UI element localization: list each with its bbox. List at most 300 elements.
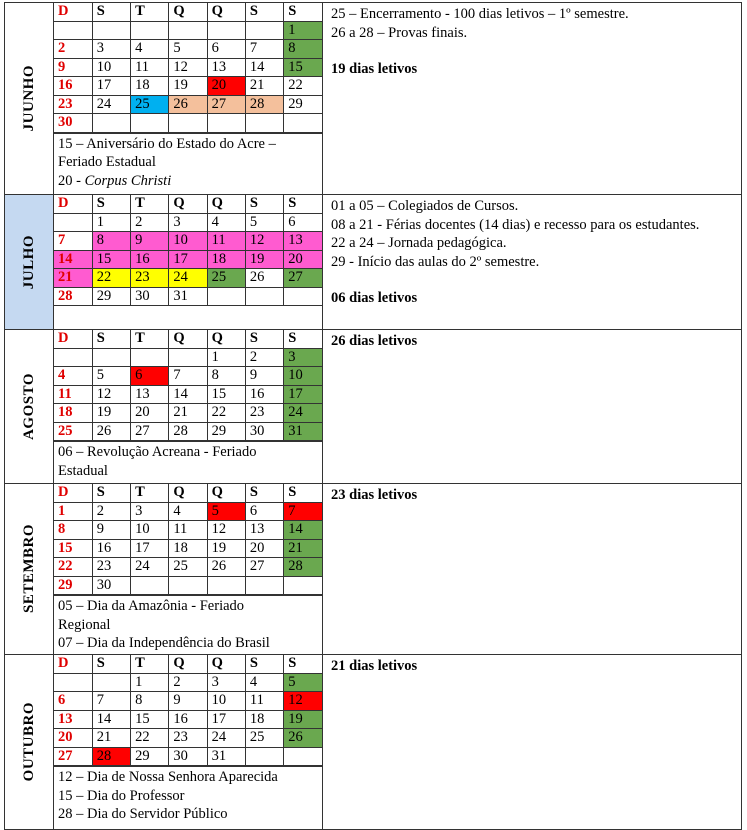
event-line: 29 - Início das aulas do 2º semestre.	[331, 253, 540, 270]
day-cell: 2	[92, 502, 130, 521]
week-row	[54, 502, 322, 521]
weekday-header-row	[54, 3, 322, 21]
day-cell	[131, 348, 169, 367]
day-cell: 20	[245, 539, 283, 558]
day-cell: 2	[54, 40, 92, 59]
weekday-header: S	[245, 195, 283, 213]
day-cell	[207, 287, 245, 306]
day-cell: 27	[245, 558, 283, 577]
day-cell: 1	[207, 348, 245, 367]
day-cell: 17	[207, 710, 245, 729]
month-label	[5, 195, 54, 329]
day-cell	[207, 114, 245, 133]
day-cell: 11	[54, 385, 92, 404]
day-cell: 29	[54, 576, 92, 595]
day-cell: 26	[284, 729, 322, 748]
day-cell: 16	[54, 77, 92, 96]
spacer	[331, 42, 733, 60]
day-cell: 20	[284, 250, 322, 269]
day-cell: 25	[131, 95, 169, 114]
day-cell: 31	[207, 747, 245, 766]
weekday-header: Q	[169, 195, 207, 213]
month-block	[4, 654, 742, 830]
week-row	[54, 250, 322, 269]
day-cell: 11	[245, 692, 283, 711]
day-cell: 13	[245, 521, 283, 540]
day-cell: 3	[131, 502, 169, 521]
event-line: 19 dias letivos	[331, 61, 418, 77]
month-events	[323, 484, 741, 654]
weekday-header: Q	[169, 3, 207, 21]
day-cell: 29	[284, 95, 322, 114]
day-cell: 8	[207, 367, 245, 386]
holiday-note: 06 – Revolução Acreana - Feriado	[58, 444, 257, 460]
day-cell: 23	[245, 404, 283, 423]
weekday-header: S	[92, 484, 130, 502]
day-cell: 14	[169, 385, 207, 404]
day-cell: 10	[131, 521, 169, 540]
day-cell: 9	[54, 58, 92, 77]
day-cell: 28	[284, 558, 322, 577]
day-cell: 8	[131, 692, 169, 711]
spacer	[331, 271, 733, 289]
day-cell: 23	[92, 558, 130, 577]
week-row	[54, 576, 322, 595]
day-cell	[54, 213, 92, 232]
day-cell: 29	[92, 287, 130, 306]
day-cell	[92, 673, 130, 692]
day-cell: 18	[54, 404, 92, 423]
day-cell	[245, 287, 283, 306]
weekday-header-row	[54, 655, 322, 673]
day-cell	[245, 576, 283, 595]
day-cell	[284, 287, 322, 306]
day-cell: 14	[54, 250, 92, 269]
month-name: JUUNHO	[20, 65, 37, 132]
day-cell: 9	[131, 232, 169, 251]
day-cell: 21	[54, 269, 92, 288]
day-cell: 9	[245, 367, 283, 386]
weekday-header: T	[131, 484, 169, 502]
month-name: AGOSTO	[20, 373, 37, 440]
day-cell: 7	[92, 692, 130, 711]
day-cell: 5	[245, 213, 283, 232]
day-cell: 1	[284, 21, 322, 40]
day-cell	[207, 576, 245, 595]
day-cell: 19	[284, 710, 322, 729]
week-row	[54, 114, 322, 133]
day-cell: 18	[245, 710, 283, 729]
day-cell: 3	[284, 348, 322, 367]
day-cell: 13	[131, 385, 169, 404]
day-cell: 29	[207, 422, 245, 441]
month-calendar	[54, 484, 323, 654]
day-cell: 18	[207, 250, 245, 269]
day-cell: 20	[131, 404, 169, 423]
holiday-notes	[54, 133, 322, 191]
week-row	[54, 287, 322, 306]
day-cell: 1	[92, 213, 130, 232]
holiday-note: Feriado Estadual	[58, 154, 156, 170]
day-cell: 24	[284, 404, 322, 423]
day-cell: 15	[207, 385, 245, 404]
month-events	[323, 655, 741, 829]
day-cell: 4	[131, 40, 169, 59]
day-cell: 16	[131, 250, 169, 269]
day-cell: 21	[284, 539, 322, 558]
week-row	[54, 269, 322, 288]
day-cell: 13	[207, 58, 245, 77]
weekday-header: D	[54, 195, 92, 213]
holiday-notes	[54, 766, 322, 824]
day-cell: 6	[207, 40, 245, 59]
month-label	[5, 655, 54, 829]
weekday-header-row	[54, 330, 322, 348]
day-cell	[284, 114, 322, 133]
day-cell: 17	[169, 250, 207, 269]
weekday-header: S	[245, 484, 283, 502]
day-cell	[131, 114, 169, 133]
month-events	[323, 3, 741, 194]
weekday-header: D	[54, 655, 92, 673]
day-cell: 21	[169, 404, 207, 423]
week-row	[54, 422, 322, 441]
holiday-note: 28 – Dia do Servidor Público	[58, 806, 228, 822]
day-cell: 27	[284, 269, 322, 288]
event-line: 25 – Encerramento - 100 dias letivos – 1º semestre.	[331, 6, 629, 22]
day-cell	[284, 747, 322, 766]
day-cell: 11	[131, 58, 169, 77]
day-cell	[92, 21, 130, 40]
weekday-header: S	[284, 330, 322, 348]
holiday-note: Regional	[58, 616, 111, 633]
day-cell: 15	[92, 250, 130, 269]
month-events	[323, 330, 741, 483]
day-cell: 24	[92, 95, 130, 114]
day-cell: 4	[245, 673, 283, 692]
day-cell: 5	[169, 40, 207, 59]
day-cell: 31	[284, 422, 322, 441]
week-row	[54, 729, 322, 748]
day-cell: 30	[92, 576, 130, 595]
month-calendar	[54, 3, 323, 194]
holiday-note: 07 – Dia da Independência do Brasil	[58, 635, 270, 651]
calendar-grid	[54, 195, 322, 306]
day-cell: 28	[92, 747, 130, 766]
day-cell: 11	[207, 232, 245, 251]
weekday-header: S	[92, 195, 130, 213]
week-row	[54, 558, 322, 577]
weekday-header: Q	[207, 655, 245, 673]
holiday-note: 15 – Aniversário do Estado do Acre –	[58, 135, 276, 152]
day-cell: 1	[54, 502, 92, 521]
month-block	[4, 2, 742, 194]
day-cell: 25	[245, 729, 283, 748]
calendar-grid	[54, 655, 322, 766]
day-cell: 16	[245, 385, 283, 404]
holiday-note: 12 – Dia de Nossa Senhora Aparecida	[58, 769, 278, 785]
holiday-note: 20 - Corpus Christi	[58, 172, 172, 189]
day-cell: 8	[92, 232, 130, 251]
day-cell: 24	[169, 269, 207, 288]
day-cell: 4	[54, 367, 92, 386]
day-cell: 30	[131, 287, 169, 306]
day-cell: 4	[169, 502, 207, 521]
day-cell	[54, 348, 92, 367]
day-cell: 15	[284, 58, 322, 77]
day-cell: 22	[284, 77, 322, 96]
day-cell: 22	[207, 404, 245, 423]
day-cell: 27	[54, 747, 92, 766]
month-name: JULHO	[20, 234, 37, 290]
day-cell: 19	[245, 250, 283, 269]
weekday-header: Q	[169, 484, 207, 502]
weekday-header: Q	[207, 3, 245, 21]
weekday-header: S	[92, 655, 130, 673]
month-block	[4, 329, 742, 483]
day-cell: 18	[169, 539, 207, 558]
day-cell	[131, 576, 169, 595]
day-cell: 10	[284, 367, 322, 386]
day-cell: 15	[54, 539, 92, 558]
day-cell: 6	[245, 502, 283, 521]
weekday-header: S	[245, 655, 283, 673]
event-line: 26 dias letivos	[331, 333, 418, 349]
day-cell: 5	[92, 367, 130, 386]
week-row	[54, 213, 322, 232]
weekday-header: S	[92, 3, 130, 21]
day-cell: 21	[92, 729, 130, 748]
week-row	[54, 673, 322, 692]
day-cell: 3	[169, 213, 207, 232]
event-line: 26 a 28 – Provas finais.	[331, 24, 468, 41]
day-cell	[92, 114, 130, 133]
week-row	[54, 77, 322, 96]
day-cell: 24	[207, 729, 245, 748]
day-cell	[207, 21, 245, 40]
day-cell: 26	[169, 95, 207, 114]
day-cell	[169, 348, 207, 367]
day-cell: 14	[284, 521, 322, 540]
day-cell: 22	[92, 269, 130, 288]
day-cell: 27	[207, 95, 245, 114]
weekday-header: T	[131, 3, 169, 21]
event-line: 06 dias letivos	[331, 290, 418, 306]
day-cell: 28	[54, 287, 92, 306]
day-cell	[92, 348, 130, 367]
day-cell: 7	[284, 502, 322, 521]
day-cell: 23	[169, 729, 207, 748]
month-events	[323, 195, 741, 329]
day-cell: 10	[207, 692, 245, 711]
day-cell: 12	[92, 385, 130, 404]
day-cell: 1	[131, 673, 169, 692]
day-cell: 22	[54, 558, 92, 577]
weekday-header: D	[54, 484, 92, 502]
day-cell: 25	[54, 422, 92, 441]
day-cell: 6	[284, 213, 322, 232]
holiday-note: Estadual	[58, 462, 108, 479]
weekday-header: Q	[169, 655, 207, 673]
day-cell	[245, 21, 283, 40]
day-cell: 2	[169, 673, 207, 692]
calendar-grid	[54, 484, 322, 595]
day-cell: 10	[92, 58, 130, 77]
weekday-header: Q	[207, 195, 245, 213]
month-block	[4, 194, 742, 329]
day-cell: 2	[131, 213, 169, 232]
calendar-grid	[54, 330, 322, 441]
day-cell: 28	[245, 95, 283, 114]
day-cell	[54, 21, 92, 40]
week-row	[54, 539, 322, 558]
day-cell	[169, 114, 207, 133]
weekday-header: S	[284, 484, 322, 502]
event-line: 21 dias letivos	[331, 658, 418, 674]
day-cell: 15	[131, 710, 169, 729]
event-line: 08 a 21 - Férias docentes (14 dias) e recesso para os estudantes.	[331, 216, 700, 233]
month-name: OUTUBRO	[20, 702, 37, 782]
day-cell	[169, 21, 207, 40]
day-cell: 8	[54, 521, 92, 540]
event-line: 01 a 05 – Colegiados de Cursos.	[331, 198, 519, 214]
weekday-header: D	[54, 330, 92, 348]
day-cell	[54, 673, 92, 692]
month-block	[4, 483, 742, 654]
month-label	[5, 3, 54, 194]
month-name: SETEMBRO	[20, 524, 37, 614]
week-row	[54, 40, 322, 59]
week-row	[54, 58, 322, 77]
holiday-notes	[54, 441, 322, 480]
day-cell: 9	[169, 692, 207, 711]
week-row	[54, 348, 322, 367]
month-label	[5, 484, 54, 654]
day-cell: 7	[245, 40, 283, 59]
day-cell	[284, 576, 322, 595]
weekday-header: Q	[207, 330, 245, 348]
day-cell: 12	[284, 692, 322, 711]
day-cell: 27	[131, 422, 169, 441]
week-row	[54, 521, 322, 540]
day-cell: 26	[92, 422, 130, 441]
event-line: 22 a 24 – Jornada pedagógica.	[331, 235, 507, 251]
academic-calendar	[4, 2, 742, 830]
day-cell: 30	[169, 747, 207, 766]
day-cell: 17	[284, 385, 322, 404]
day-cell: 3	[92, 40, 130, 59]
day-cell: 8	[284, 40, 322, 59]
day-cell: 25	[207, 269, 245, 288]
day-cell: 5	[284, 673, 322, 692]
holiday-note-italic: Corpus Christi	[84, 172, 172, 189]
day-cell: 30	[245, 422, 283, 441]
day-cell: 20	[54, 729, 92, 748]
day-cell: 7	[169, 367, 207, 386]
weekday-header: Q	[169, 330, 207, 348]
week-row	[54, 747, 322, 766]
day-cell: 5	[207, 502, 245, 521]
week-row	[54, 404, 322, 423]
day-cell: 19	[169, 77, 207, 96]
day-cell: 12	[207, 521, 245, 540]
weekday-header: Q	[207, 484, 245, 502]
day-cell: 14	[245, 58, 283, 77]
event-line: 23 dias letivos	[331, 487, 418, 503]
day-cell: 22	[131, 729, 169, 748]
day-cell: 23	[131, 269, 169, 288]
day-cell: 14	[92, 710, 130, 729]
weekday-header: T	[131, 195, 169, 213]
week-row	[54, 95, 322, 114]
day-cell: 7	[54, 232, 92, 251]
day-cell	[131, 21, 169, 40]
day-cell: 21	[245, 77, 283, 96]
day-cell: 18	[131, 77, 169, 96]
week-row	[54, 385, 322, 404]
weekday-header: S	[284, 3, 322, 21]
day-cell: 16	[169, 710, 207, 729]
day-cell: 20	[207, 77, 245, 96]
day-cell: 17	[92, 77, 130, 96]
week-row	[54, 710, 322, 729]
weekday-header: S	[284, 655, 322, 673]
day-cell: 17	[131, 539, 169, 558]
day-cell: 26	[207, 558, 245, 577]
weekday-header: S	[245, 3, 283, 21]
day-cell: 13	[284, 232, 322, 251]
month-calendar	[54, 330, 323, 483]
day-cell: 6	[54, 692, 92, 711]
weekday-header: S	[92, 330, 130, 348]
day-cell: 19	[92, 404, 130, 423]
day-cell: 30	[54, 114, 92, 133]
week-row	[54, 21, 322, 40]
month-calendar	[54, 655, 323, 829]
day-cell: 19	[207, 539, 245, 558]
day-cell: 23	[54, 95, 92, 114]
day-cell: 28	[169, 422, 207, 441]
holiday-notes	[54, 595, 322, 653]
weekday-header-row	[54, 195, 322, 213]
day-cell: 10	[169, 232, 207, 251]
day-cell: 26	[245, 269, 283, 288]
day-cell: 3	[207, 673, 245, 692]
weekday-header-row	[54, 484, 322, 502]
day-cell: 31	[169, 287, 207, 306]
day-cell: 11	[169, 521, 207, 540]
weekday-header: S	[245, 330, 283, 348]
month-label	[5, 330, 54, 483]
day-cell: 9	[92, 521, 130, 540]
week-row	[54, 367, 322, 386]
day-cell	[169, 576, 207, 595]
weekday-header: S	[284, 195, 322, 213]
day-cell: 12	[245, 232, 283, 251]
day-cell: 4	[207, 213, 245, 232]
weekday-header: D	[54, 3, 92, 21]
day-cell: 12	[169, 58, 207, 77]
calendar-grid	[54, 3, 322, 133]
week-row	[54, 232, 322, 251]
week-row	[54, 692, 322, 711]
day-cell: 2	[245, 348, 283, 367]
month-calendar	[54, 195, 323, 329]
weekday-header: T	[131, 330, 169, 348]
day-cell	[245, 747, 283, 766]
day-cell: 25	[169, 558, 207, 577]
day-cell: 29	[131, 747, 169, 766]
